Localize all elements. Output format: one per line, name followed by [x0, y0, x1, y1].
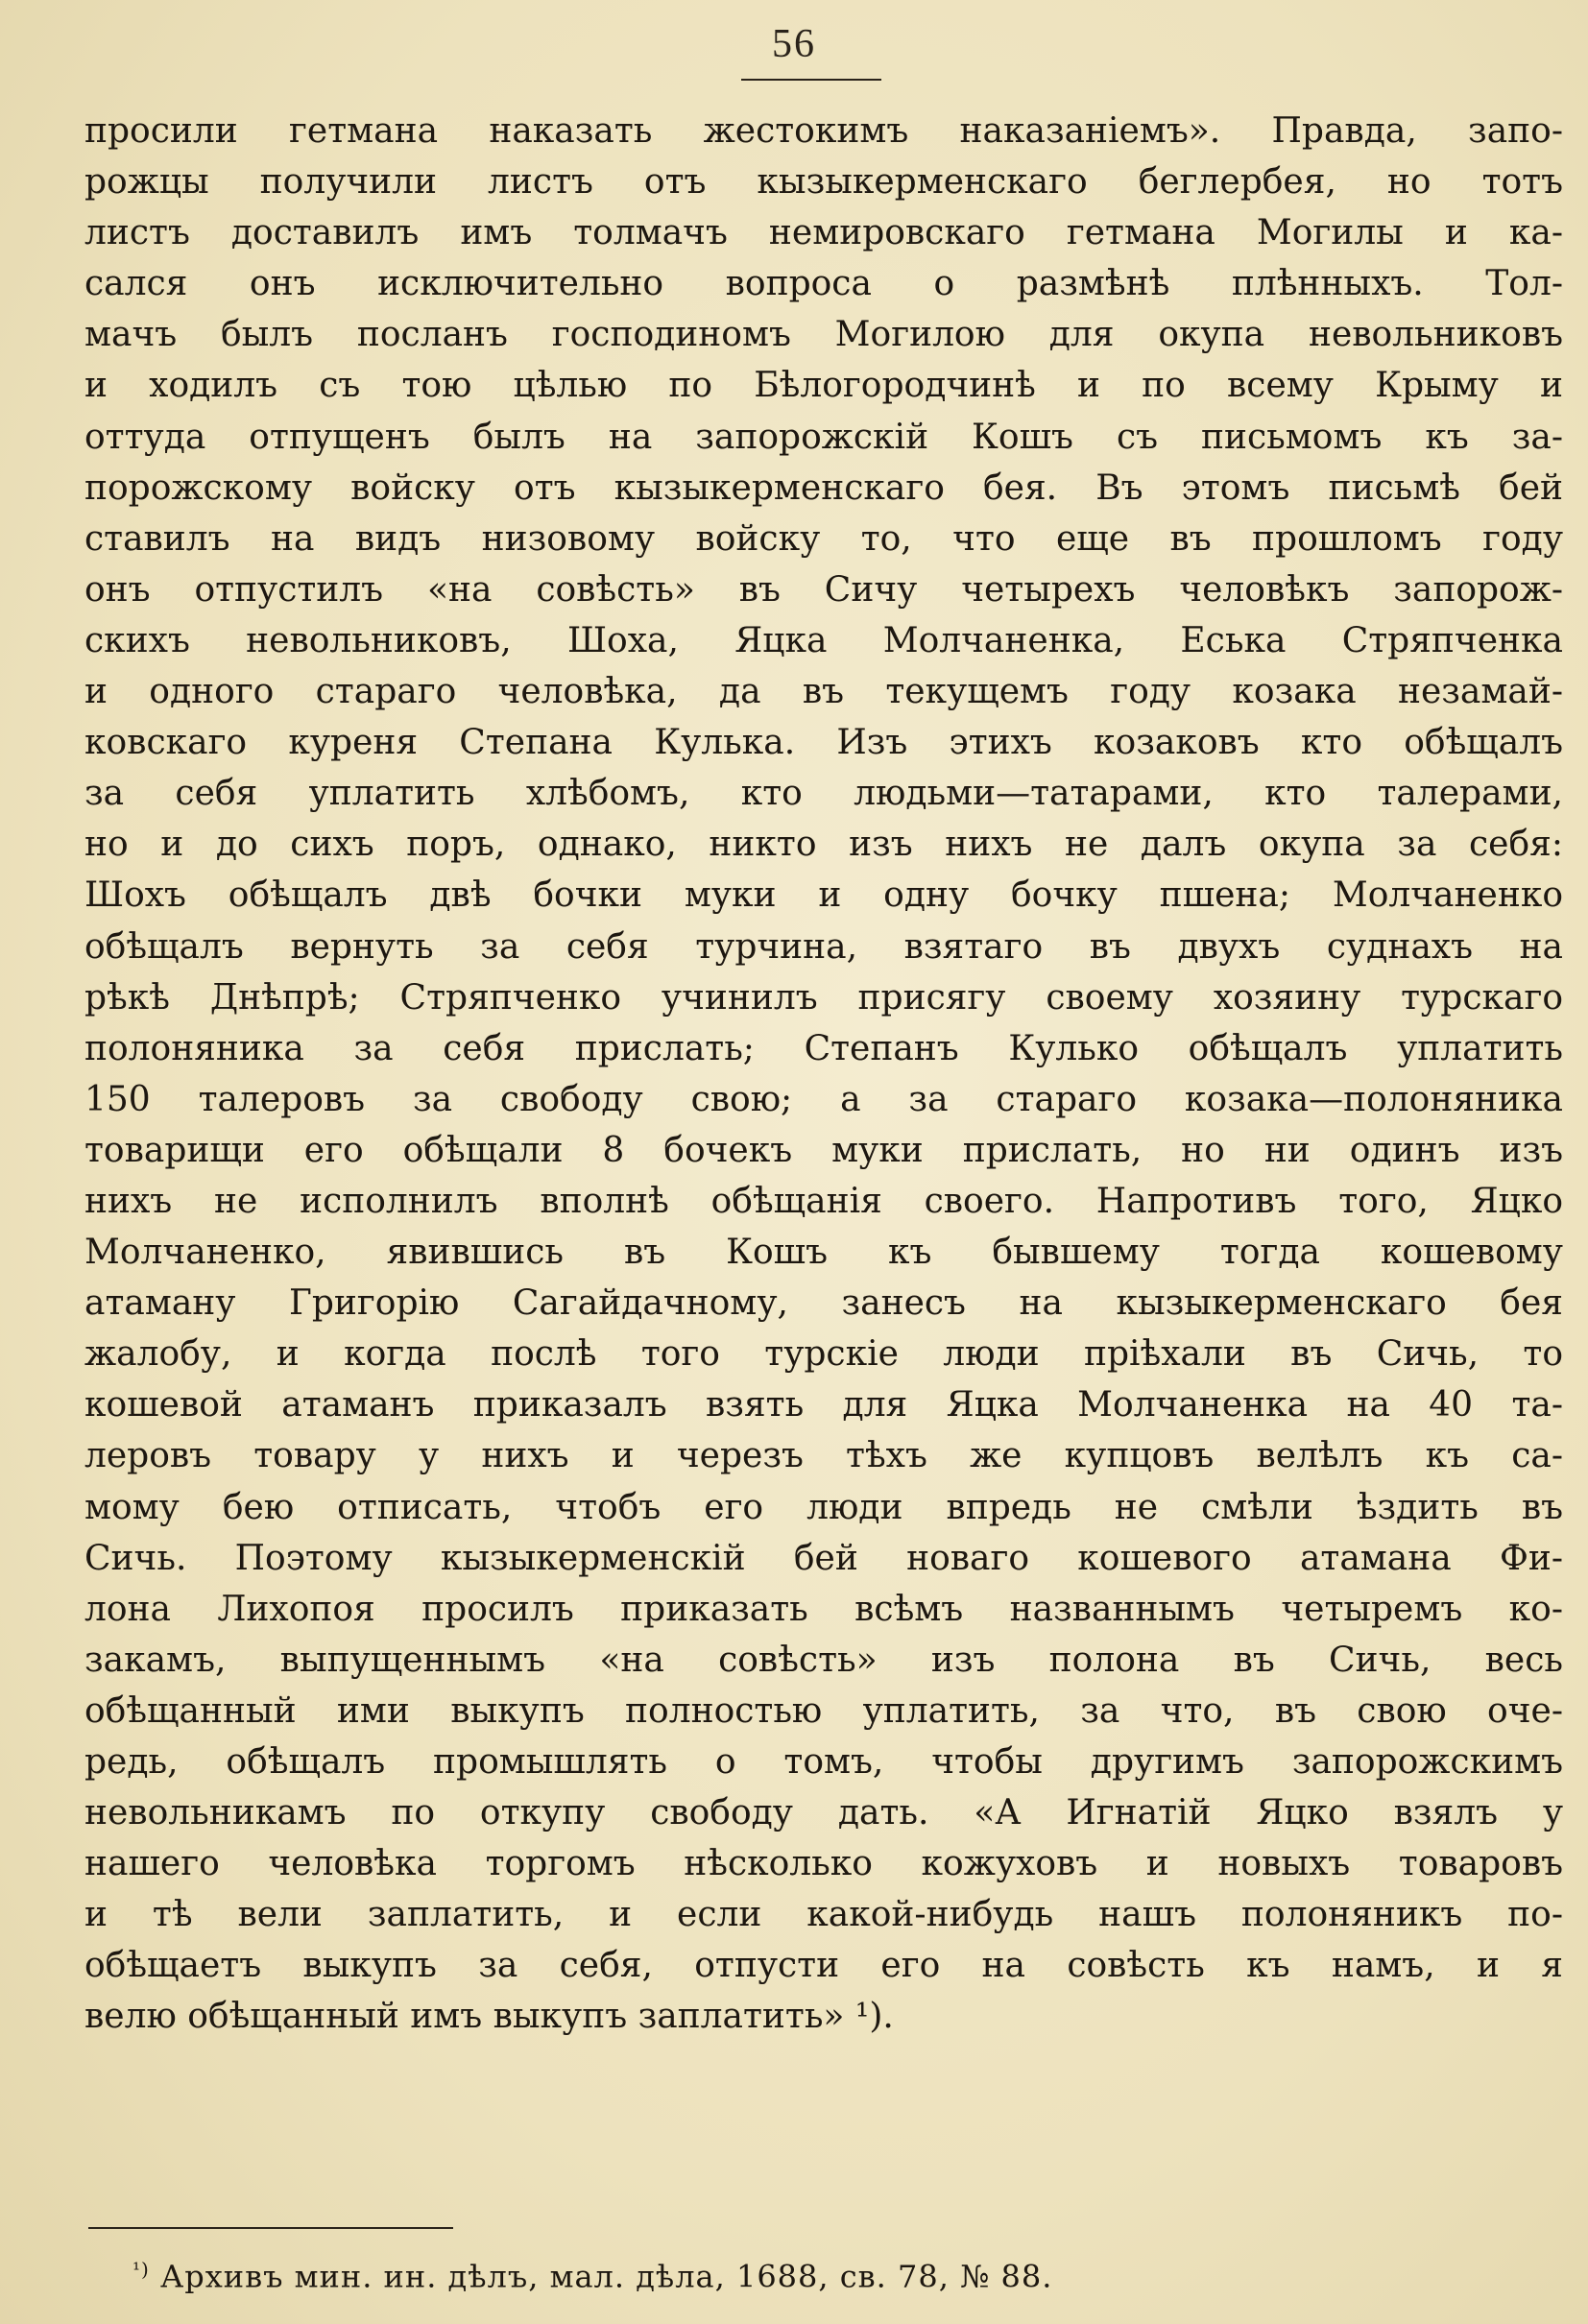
text-line: оттуда отпущенъ былъ на запорожскій Кошъ съ письмомъ къ за-: [84, 417, 1563, 457]
text-line: ковскаго куреня Степана Кулька. Изъ этихъ козаковъ кто обѣщалъ: [84, 723, 1563, 763]
page-number: 56: [772, 22, 816, 66]
text-line: сался онъ исключительно вопроса о размѣнѣ плѣнныхъ. Тол-: [84, 264, 1563, 304]
text-line: мому бею отписать, чтобъ его люди впредь не смѣли ѣздить въ: [84, 1487, 1563, 1527]
body-text: [84, 106, 1563, 2043]
text-line: рѣкѣ Днѣпрѣ; Стряпченко учинилъ присягу своему хозяину турскаго: [84, 977, 1563, 1018]
text-line: кошевой атаманъ приказалъ взять для Яцка Молчаненка на 40 та-: [84, 1385, 1563, 1426]
text-line: нихъ не исполнилъ вполнѣ обѣщанія своего. Напротивъ того, Яцко: [84, 1181, 1563, 1221]
text-line: товарищи его обѣщали 8 бочекъ муки прислать, но ни одинъ изъ: [84, 1130, 1563, 1170]
text-line: невольникамъ по откупу свободу дать. «А Игнатій Яцко взялъ у: [84, 1793, 1563, 1833]
text-line: и ходилъ съ тою цѣлью по Бѣлогородчинѣ и по всему Крыму и: [84, 366, 1563, 406]
text-line: атаману Григорію Сагайдачному, занесъ на кызыкерменскаго бея: [84, 1283, 1563, 1324]
text-line: мачъ былъ посланъ господиномъ Могилою для окупа невольниковъ: [84, 315, 1563, 355]
text-line: обѣщалъ вернуть за себя турчина, взятаго въ двухъ суднахъ на: [84, 926, 1563, 967]
footnote-rule: [88, 2227, 453, 2229]
text-line: лона Лихопоя просилъ приказать всѣмъ названнымъ четыремъ ко-: [84, 1589, 1563, 1629]
footnote-text: Архивъ мин. ин. дѣлъ, мал. дѣла, 1688, св. 78, № 88.: [160, 2258, 1053, 2295]
text-line: за себя уплатить хлѣбомъ, кто людьми—татарами, кто талерами,: [84, 774, 1563, 814]
text-line: обѣщаетъ выкупъ за себя, отпусти его на совѣсть къ намъ, и я: [84, 1946, 1563, 1986]
text-line: Молчаненко, явившись въ Кошъ къ бывшему тогда кошевому: [84, 1233, 1563, 1273]
text-line: редь, обѣщалъ промышлять о томъ, чтобы другимъ запорожскимъ: [84, 1742, 1563, 1782]
text-line-last: велю обѣщанный имъ выкупъ заплатить» ¹).: [84, 1997, 894, 2037]
text-line: 150 талеровъ за свободу свою; а за стараго козака—полоняника: [84, 1079, 1563, 1119]
text-line: Шохъ обѣщалъ двѣ бочки муки и одну бочку пшена; Молчаненко: [84, 875, 1563, 916]
text-line: листъ доставилъ имъ толмачъ немировскаго гетмана Могилы и ка-: [84, 213, 1563, 253]
text-line: и тѣ вели заплатить, и если какой-нибудь нашъ полоняникъ по-: [84, 1895, 1563, 1935]
text-line: но и до сихъ поръ, однако, никто изъ нихъ не далъ окупа за себя:: [84, 825, 1563, 865]
text-line: онъ отпустилъ «на совѣсть» въ Сичу четырехъ человѣкъ запорож-: [84, 569, 1563, 610]
text-line: обѣщанный ими выкупъ полностью уплатить, за что, въ свою оче-: [84, 1690, 1563, 1731]
text-line: ставилъ на видъ низовому войску то, что еще въ прошломъ году: [84, 518, 1563, 559]
footnote: [132, 2248, 1052, 2298]
text-line: просили гетмана наказать жестокимъ наказаніемъ». Правда, запо-: [84, 111, 1563, 151]
text-line: скихъ невольниковъ, Шоха, Яцка Молчаненка, Еська Стряпченка: [84, 620, 1563, 660]
text-line: порожскому войску отъ кызыкерменскаго бея. Въ этомъ письмѣ бей: [84, 467, 1563, 508]
text-line: леровъ товару у нихъ и черезъ тѣхъ же купцовъ велѣлъ къ са-: [84, 1436, 1563, 1476]
text-line: полоняника за себя прислать; Степанъ Кулько обѣщалъ уплатить: [84, 1028, 1563, 1068]
text-line: и одного стараго человѣка, да въ текущемъ году козака незамай-: [84, 672, 1563, 712]
text-line: Сичь. Поэтому кызыкерменскій бей новаго кошевого атамана Фи-: [84, 1538, 1563, 1578]
text-line: нашего человѣка торгомъ нѣсколько кожуховъ и новыхъ товаровъ: [84, 1844, 1563, 1884]
text-line: закамъ, выпущеннымъ «на совѣсть» изъ полона въ Сичь, весь: [84, 1640, 1563, 1680]
header-rule: [741, 79, 881, 81]
footnote-marker: ¹): [132, 2258, 150, 2281]
text-line: жалобу, и когда послѣ того турскіе люди пріѣхали въ Сичь, то: [84, 1334, 1563, 1375]
text-line: рожцы получили листъ отъ кызыкерменскаго беглербея, но тотъ: [84, 162, 1563, 203]
